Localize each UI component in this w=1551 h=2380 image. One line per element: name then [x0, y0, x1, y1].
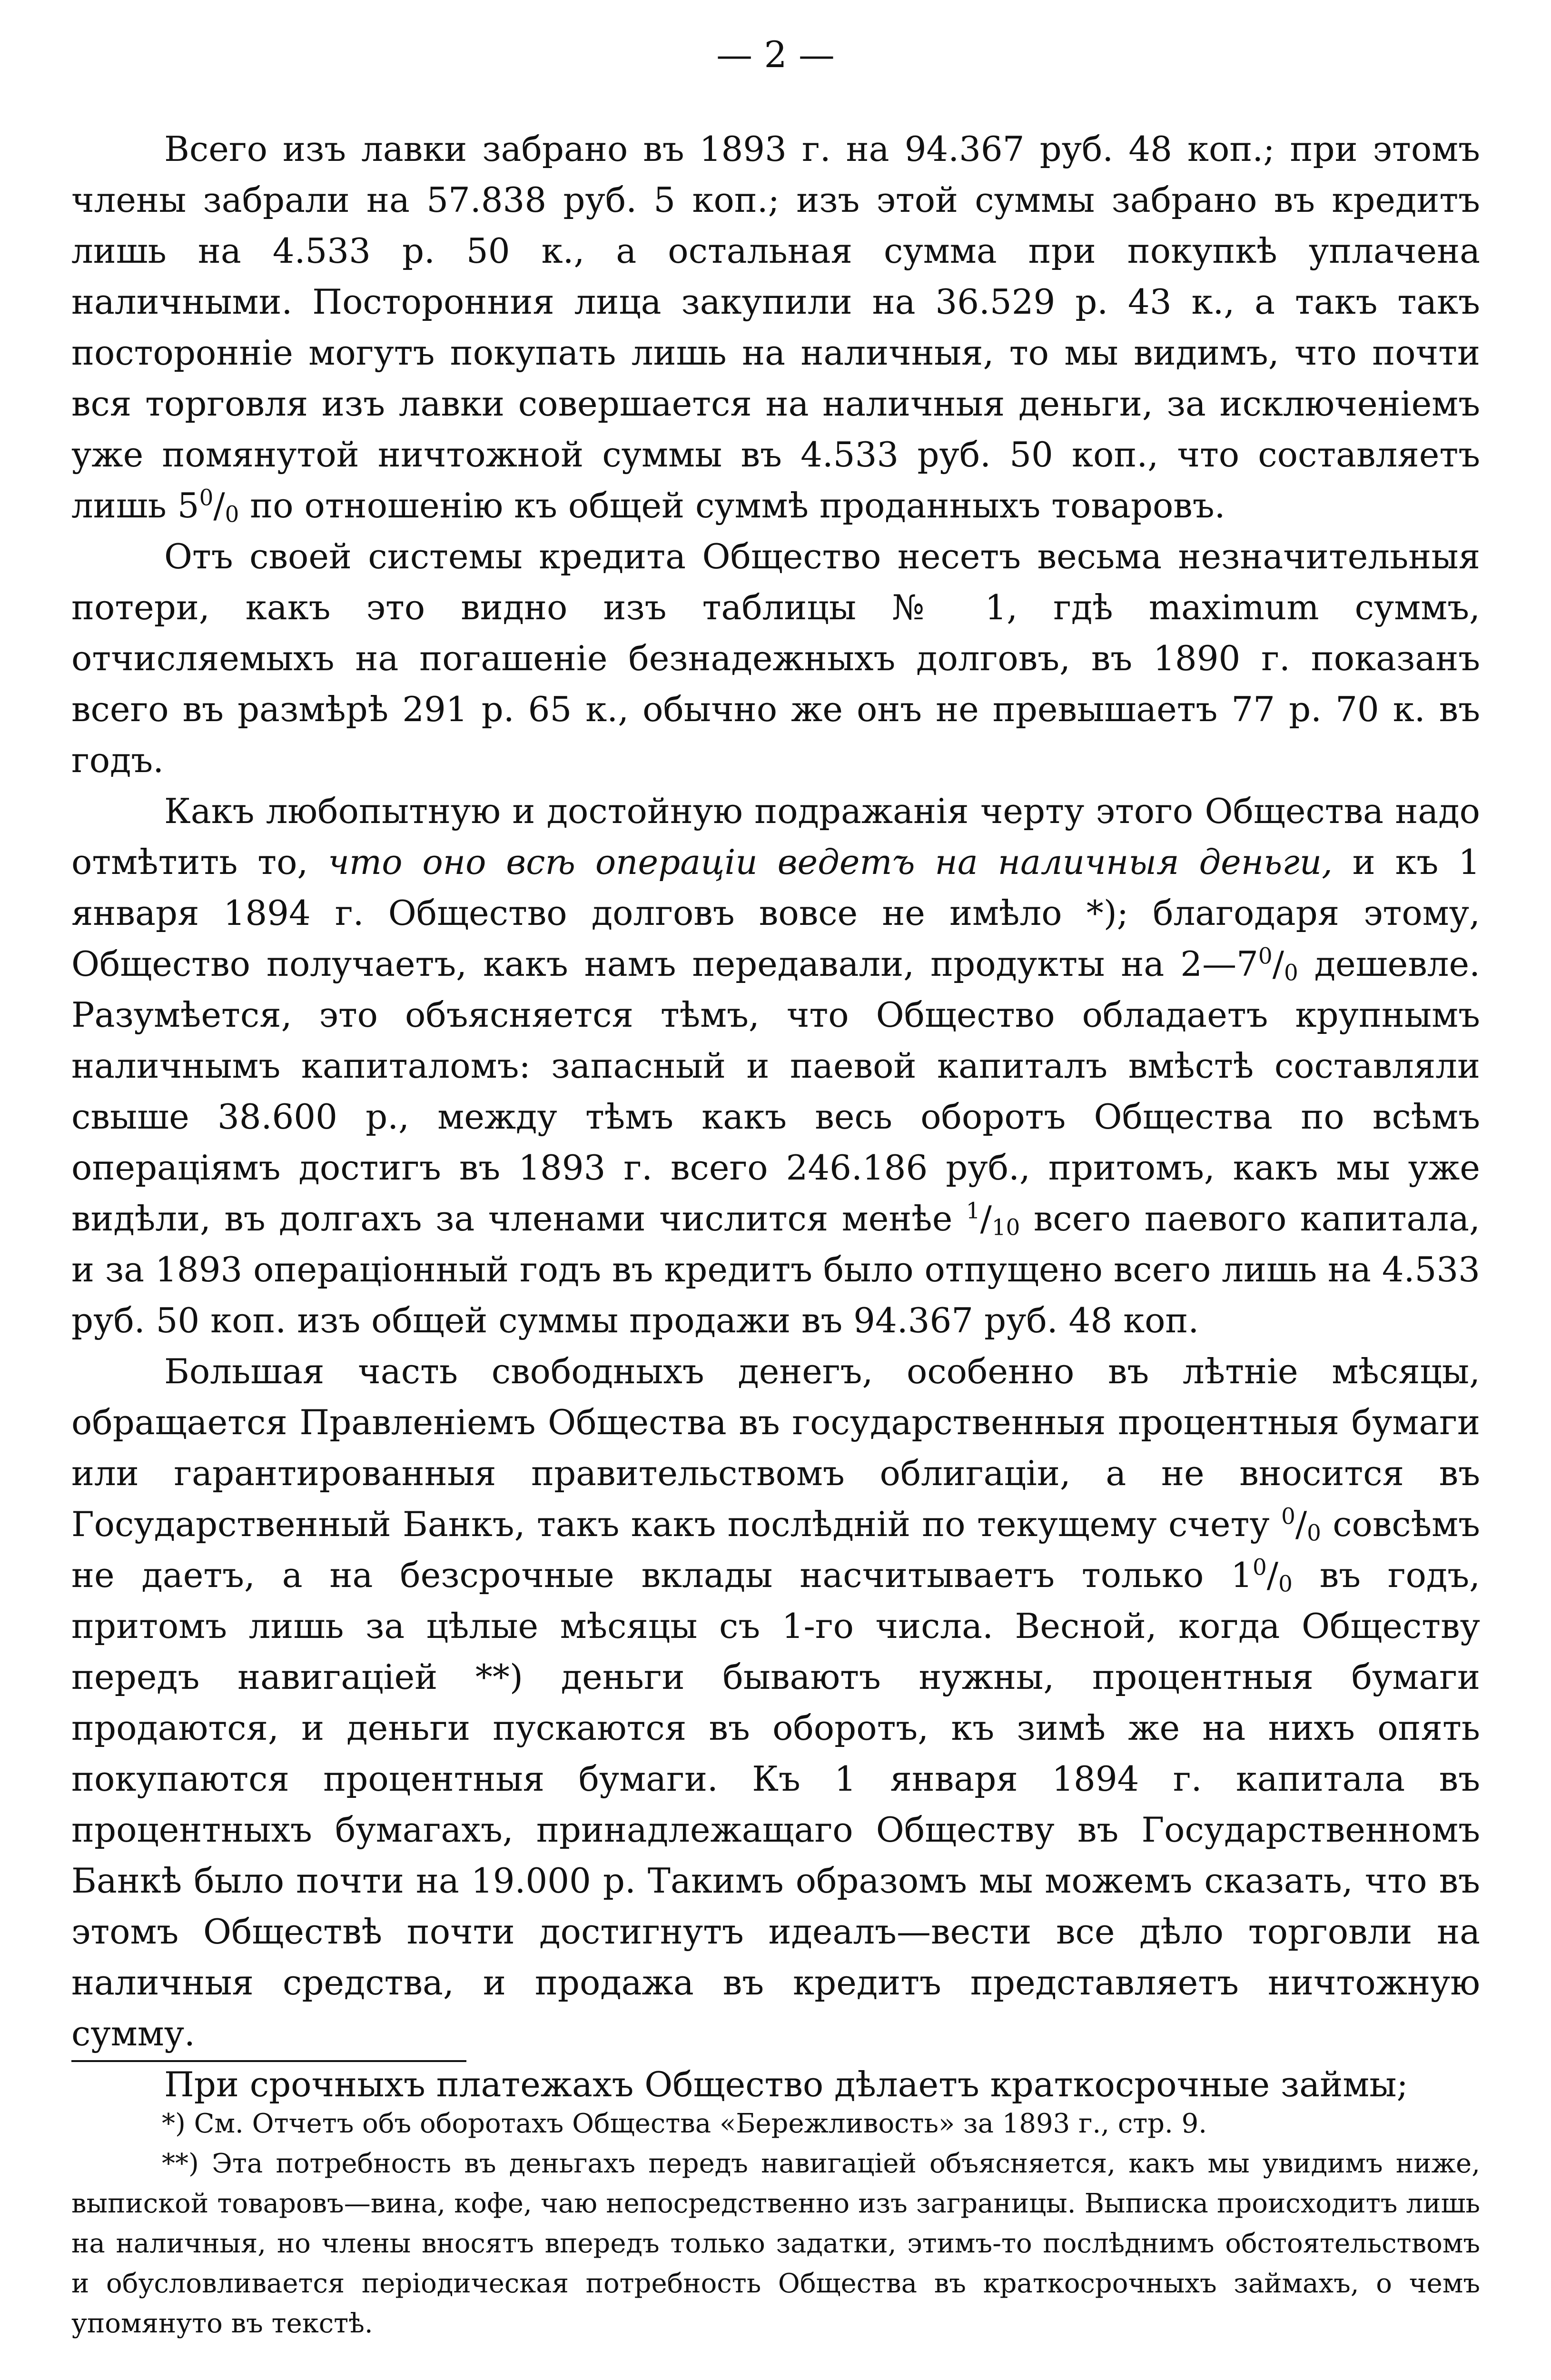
footnote-1: *) См. Отчетъ объ оборотахъ Общества «Бережливость» за 1893 г., стр. 9.: [162, 2108, 1207, 2139]
page-number: — 2 —: [716, 33, 835, 76]
paragraph-5: При срочныхъ платежахъ Общество дѣлаетъ краткосрочные займы;: [164, 2064, 1408, 2104]
fraction-numerator: 1: [966, 1198, 980, 1224]
percent-sup: 0: [1253, 1555, 1267, 1581]
footnotes: [71, 2104, 1480, 2344]
footnote-separator: [71, 2060, 466, 2062]
percent-sup: 0: [199, 485, 214, 511]
percent-sup: 0: [1281, 1504, 1295, 1530]
fraction-slash: /: [980, 1199, 992, 1239]
fraction-denominator: 10: [991, 1215, 1020, 1241]
paragraph-1-text: Всего изъ лавки забрано въ 1893 г. на 94.367 руб. 48 коп.; при этомъ члены забрали на 57.838 руб. 5 коп.; изъ этой суммы забрано въ кредитъ лишь на 4.533 р. 50 к., а остальная сумма при покупкѣ уплачена наличными. Посторонния лица закупили на 36.529 р. 43 к., а такъ такъ посторонніе могутъ покупать лишь на наличныя, то мы видимъ, что почти вся торговля изъ лавки совершается на наличныя деньги, за исключеніемъ уже помянутой ничтожной суммы въ 4.533 руб. 50 коп., что составляетъ лишь 5: [71, 129, 1480, 526]
paragraph-1-end: по отношенію къ общей суммѣ проданныхъ товаровъ.: [239, 486, 1225, 526]
paragraph-3: [71, 786, 1480, 1346]
paragraph-4: [71, 1346, 1480, 2059]
paragraph-4-text-c: въ годъ, притомъ лишь за цѣлые мѣсяцы съ 1-го числа. Весной, когда Обществу передъ навигаціей **) деньги бываютъ нужны, процентныя бумаги продаются, и деньги пускаются въ оборотъ, къ зимѣ же на нихъ опять покупаются процентныя бумаги. Къ 1 января 1894 г. капитала въ процентныхъ бумагахъ, принадлежащаго Обществу въ Государственномъ Банкѣ было почти на 19.000 р. Такимъ образомъ мы можемъ сказать, что въ этомъ Обществѣ почти достигнутъ идеалъ—вести все дѣло торговли на наличныя средства, и продажа въ кредитъ представляетъ ничтожную сумму.: [71, 1555, 1481, 2053]
percent-slash: /: [1295, 1504, 1307, 1544]
paragraph-4-text-a: Большая часть свободныхъ денегъ, особенно въ лѣтніе мѣсяцы, обращается Правленіемъ Общества въ государственныя процентныя бумаги или гарантированныя правительствомъ облигаціи, а не вносится въ Государственный Банкъ, такъ какъ послѣдній по текущему счету: [71, 1351, 1480, 1544]
paragraph-2: Отъ своей системы кредита Общество несетъ весьма незначительныя потери, какъ это видно изъ таблицы № 1, гдѣ maximum суммъ, отчисляемыхъ на погашеніе безнадежныхъ долговъ, въ 1890 г. показанъ всего въ размѣрѣ 291 р. 65 к., обычно же онъ не превышаетъ 77 р. 70 к. въ годъ.: [71, 536, 1480, 780]
paragraph-3-text-d: всего паевого капитала, и за 1893 операціонный годъ въ кредитъ было отпущено всего лишь на 4.533 руб. 50 коп. изъ общей суммы продажи въ 94.367 руб. 48 коп.: [71, 1199, 1480, 1340]
percent-slash: /: [213, 486, 225, 526]
percent-sub: 0: [1284, 960, 1298, 986]
percent-sub: 0: [1307, 1520, 1321, 1547]
emphasis-cash-operations: что оно всѣ операціи ведетъ на наличныя деньги,: [328, 842, 1333, 882]
paragraph-3-text-c: дешевле. Разумѣется, это объясняется тѣмъ, что Общество обладаетъ крупнымъ наличнымъ капиталомъ: запасный и паевой капиталъ вмѣстѣ составляли свыше 38.600 р., между тѣмъ какъ весь оборотъ Общества по всѣмъ операціямъ достигъ въ 1893 г. всего 246.186 руб., притомъ, какъ мы уже видѣли, въ долгахъ за членами числится менѣе: [71, 944, 1480, 1239]
percent-slash: /: [1266, 1555, 1279, 1595]
footnote-2: **) Эта потребность въ деньгахъ передъ навигаціей объясняется, какъ мы увидимъ ниже, выпиской товаровъ—вина, кофе, чаю непосредственно изъ заграницы. Выписка происходитъ лишь на наличныя, но члены вносятъ впередъ только задатки, этимъ-то послѣднимъ обстоятельствомъ и обусловливается періодическая потребность Общества въ краткосрочныхъ займахъ, о чемъ упомянуто въ текстѣ.: [71, 2148, 1480, 2339]
paragraph-3-text-b: и къ 1 января 1894 г. Общество долговъ вовсе не имѣло *); благодаря этому, Общество получаетъ, какъ намъ передавали, продукты на 2—7: [71, 842, 1481, 984]
paragraph-1: [71, 124, 1480, 531]
paragraph-3-text-a: Какъ любопытную и достойную подражанія черту этого Общества надо отмѣтить то,: [71, 791, 1480, 882]
body-text: [71, 124, 1480, 2110]
percent-sub: 0: [1278, 1571, 1293, 1597]
paragraph-4-text-b: совсѣмъ не даетъ, а на безсрочные вклады насчитываетъ только 1: [71, 1504, 1480, 1595]
percent-sub: 0: [225, 502, 239, 528]
percent-sup: 0: [1258, 943, 1273, 970]
percent-slash: /: [1272, 944, 1284, 984]
